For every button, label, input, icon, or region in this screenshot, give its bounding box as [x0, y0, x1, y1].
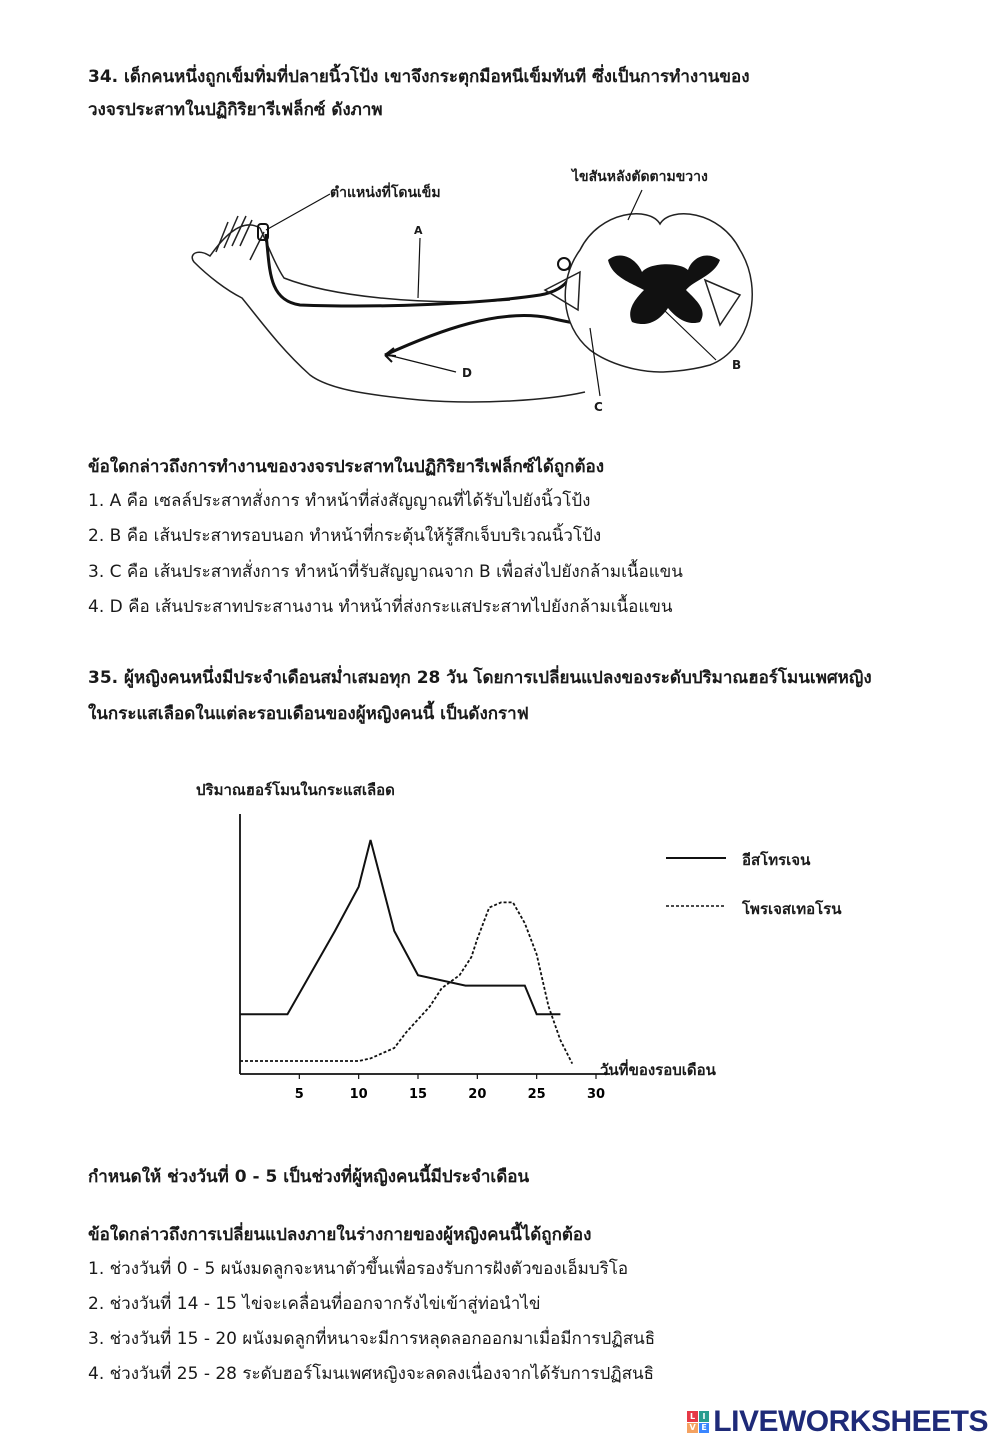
q35-option-1[interactable]: 1. ช่วงวันที่ 0 - 5 ผนังมดลูกจะหนาตัวขึ้นเพื่อรองรับการฝังตัวของเอ็มบริโอ	[88, 1259, 629, 1279]
x-tick-label: 20	[468, 1087, 487, 1102]
pointer-needle	[266, 194, 330, 230]
chart-y-axis-label: ปริมาณฮอร์โมนในกระแสเลือด	[196, 781, 395, 799]
arm-outline	[192, 225, 585, 402]
label-spinal-cord: ไขสันหลังตัดตามขวาง	[572, 169, 708, 185]
label-d: D	[462, 366, 472, 380]
question-34-line-2: วงจรประสาทในปฏิกิริยารีเฟล็กซ์ ดังภาพ	[88, 100, 383, 120]
ganglion-circle	[558, 258, 570, 270]
question-35-given: กำหนดให้ ช่วงวันที่ 0 - 5 เป็นช่วงที่ผู้หญิงคนนี้มีประจำเดือน	[88, 1167, 530, 1187]
pointer-d	[392, 356, 456, 372]
legend-label-estrogen: อีสโทรเจน	[742, 851, 811, 869]
logo-text: LIVEWORKSHEETS	[713, 1405, 988, 1438]
logo-mark-letter: E	[699, 1423, 710, 1434]
x-tick-label: 25	[527, 1087, 546, 1102]
x-tick-label: 5	[294, 1087, 304, 1102]
label-c: C	[594, 400, 603, 414]
legend-swatches	[664, 848, 744, 918]
hormone-chart	[180, 800, 650, 1110]
logo-mark-letter: I	[699, 1411, 710, 1422]
x-tick-label: 10	[349, 1087, 368, 1102]
question-35-prompt: ข้อใดกล่าวถึงการเปลี่ยนแปลงภายในร่างกายของผู้หญิงคนนี้ได้ถูกต้อง	[88, 1225, 592, 1245]
arm-upper-outline	[260, 228, 510, 302]
question-34-prompt: ข้อใดกล่าวถึงการทำงานของวงจรประสาทในปฏิกิริยารีเฟล็กซ์ได้ถูกต้อง	[88, 457, 605, 477]
q34-option-2[interactable]: 2. B คือ เส้นประสาทรอบนอก ทำหน้าที่กระตุ้นให้รู้สึกเจ็บบริเวณนิ้วโป้ง	[88, 526, 602, 546]
label-needle-site: ตำแหน่งที่โดนเข็ม	[330, 185, 441, 201]
q34-option-1[interactable]: 1. A คือ เซลล์ประสาทสั่งการ ทำหน้าที่ส่งสัญญาณที่ได้รับไปยังนิ้วโป้ง	[88, 491, 591, 511]
logo-mark-letter: V	[687, 1423, 698, 1434]
series-line-progesterone	[240, 902, 572, 1063]
question-35-line-2: ในกระแสเลือดในแต่ละรอบเดือนของผู้หญิงคนนี้ เป็นดังกราฟ	[88, 704, 529, 724]
label-b: B	[732, 358, 742, 372]
q34-option-3[interactable]: 3. C คือ เส้นประสาทสั่งการ ทำหน้าที่รับสัญญาณจาก B เพื่อส่งไปยังกล้ามเนื้อแขน	[88, 562, 683, 582]
logo-mark-letter: L	[687, 1411, 698, 1422]
q35-option-2[interactable]: 2. ช่วงวันที่ 14 - 15 ไข่จะเคลื่อนที่ออกจากรังไข่เข้าสู่ท่อนำไข่	[88, 1294, 541, 1314]
x-tick-label: 15	[408, 1087, 428, 1102]
reflex-arc-figure	[180, 150, 800, 430]
chart-x-axis-label: วันที่ของรอบเดือน	[600, 1061, 716, 1079]
pointer-a	[418, 238, 420, 298]
x-tick-label: 30	[586, 1087, 606, 1102]
q35-option-3[interactable]: 3. ช่วงวันที่ 15 - 20 ผนังมดลูกที่หนาจะมีการหลุดลอกออกมาเมื่อมีการปฏิสนธิ	[88, 1329, 656, 1349]
series-line-estrogen	[240, 840, 560, 1014]
q34-option-4[interactable]: 4. D คือ เส้นประสาทประสานงาน ทำหน้าที่ส่งกระแสประสาทไปยังกล้ามเนื้อแขน	[88, 597, 673, 617]
legend-label-progesterone: โพรเจสเทอโรน	[742, 900, 842, 918]
label-a: A	[414, 224, 423, 237]
finger-lines	[216, 216, 264, 260]
question-35-line-1: 35. ผู้หญิงคนหนึ่งมีประจำเดือนสม่ำเสมอทุก 28 วัน โดยการเปลี่ยนแปลงของระดับปริมาณฮอร์โมนเพศหญิง	[88, 668, 872, 688]
liveworksheets-logo[interactable]	[687, 1404, 988, 1440]
question-34-line-1: 34. เด็กคนหนึ่งถูกเข็มทิ่มที่ปลายนิ้วโป้ง เขาจึงกระตุกมือหนีเข็มทันที ซึ่งเป็นการทำงานของ	[88, 67, 750, 87]
logo-mark-icon	[687, 1411, 709, 1433]
q35-option-4[interactable]: 4. ช่วงวันที่ 25 - 28 ระดับฮอร์โมนเพศหญิงจะลดลงเนื่องจากได้รับการปฏิสนธิ	[88, 1364, 655, 1384]
